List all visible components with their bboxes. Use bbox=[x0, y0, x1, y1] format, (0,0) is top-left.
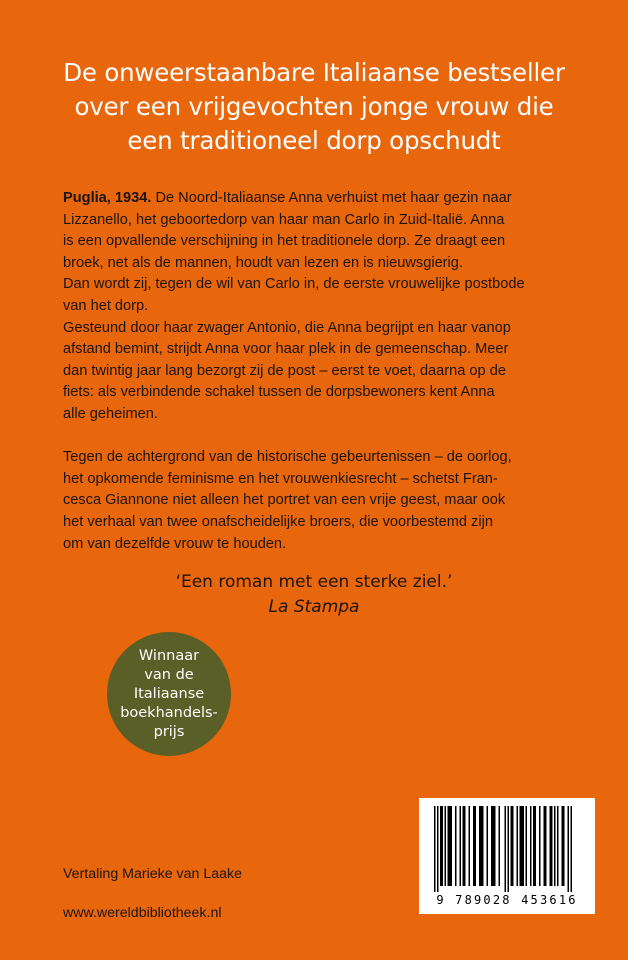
blurb-line: cesca Giannone niet alleen het portret van een vrije geest, maar ook bbox=[63, 492, 506, 509]
paragraph-gap bbox=[63, 426, 573, 448]
barcode-number: 9 789028 453616 bbox=[436, 893, 578, 907]
blurb-line: Gesteund door haar zwager Antonio, die Anna begrijpt en haar vanop bbox=[63, 319, 511, 336]
badge-line: van de bbox=[144, 666, 194, 683]
barcode-bar bbox=[469, 806, 471, 886]
badge-line: prijs bbox=[153, 723, 185, 740]
badge-line: Winnaar bbox=[138, 647, 200, 664]
barcode-bar bbox=[517, 806, 519, 886]
barcode-bar bbox=[445, 806, 447, 886]
blurb-line: dan twintig jaar lang bezorgt zij de post – eerst te voet, daarna op de bbox=[63, 362, 506, 379]
barcode-bar bbox=[473, 806, 476, 886]
blurb-line: het opkomende feminisme en het vrouwenkiesrecht – schetst Fran- bbox=[63, 470, 498, 487]
barcode-bar bbox=[455, 806, 457, 886]
barcode-bar bbox=[437, 806, 439, 892]
badge-line: Italiaanse bbox=[133, 685, 205, 702]
blurb-line: alle geheimen. bbox=[63, 405, 158, 422]
quote-source: La Stampa bbox=[268, 597, 360, 617]
barcode-bar bbox=[533, 806, 536, 886]
barcode-bar bbox=[539, 806, 541, 886]
review-quote bbox=[0, 570, 628, 620]
tagline-line: De onweerstaanbare Italiaanse bestseller bbox=[63, 58, 565, 87]
barcode-bar bbox=[508, 806, 510, 892]
blurb-line: broek, net als de mannen, houdt van lezen en is nieuwsgierig. bbox=[63, 254, 463, 271]
blurb-line: Lizzanello, het geboortedorp van haar man Carlo in Zuid-Italië. Anna bbox=[63, 211, 505, 228]
barcode-bar bbox=[479, 806, 484, 886]
barcode-bar bbox=[511, 806, 514, 886]
blurb-line bbox=[63, 188, 573, 210]
barcode-bar bbox=[487, 806, 489, 886]
quote-text: ‘Een roman met een sterke ziel.’ bbox=[175, 572, 453, 592]
barcode-bar bbox=[440, 806, 443, 886]
barcode-bar bbox=[434, 806, 436, 892]
barcode-bar bbox=[557, 806, 559, 886]
award-badge bbox=[107, 632, 231, 756]
blurb-line: om van dezelfde vrouw te houden. bbox=[63, 535, 287, 552]
translator-credit: Vertaling Marieke van Laake bbox=[63, 866, 243, 882]
barcode-bar bbox=[526, 806, 528, 886]
blurb-first-line: De Noord-Italiaanse Anna verhuist met haar gezin naar bbox=[151, 190, 512, 206]
blurb-line: Dan wordt zij, tegen de wil van Carlo in, de eerste vrouwelijke postbode bbox=[63, 276, 525, 293]
barcode-bar bbox=[505, 806, 507, 892]
barcode-bar bbox=[491, 806, 496, 886]
blurb-line: het verhaal van twee onafscheidelijke broers, die voorbestemd zijn bbox=[63, 513, 493, 530]
badge-line: boekhandels- bbox=[120, 704, 218, 721]
barcode-bar bbox=[499, 806, 501, 886]
tagline bbox=[40, 56, 588, 158]
blurb-line: Tegen de achtergrond van de historische gebeurtenissen – de oorlog, bbox=[63, 449, 512, 466]
blurb-line: van het dorp. bbox=[63, 297, 149, 314]
barcode-bar bbox=[460, 806, 462, 886]
barcode-bar bbox=[554, 806, 556, 886]
barcode-bar bbox=[544, 806, 547, 886]
publisher-website[interactable]: www.wereldbibliotheek.nl bbox=[63, 905, 222, 921]
barcode-bar bbox=[550, 806, 553, 886]
isbn-barcode bbox=[419, 798, 595, 914]
barcode-bar bbox=[562, 806, 565, 886]
barcode-bar bbox=[568, 806, 570, 892]
blurb bbox=[63, 188, 573, 555]
tagline-line: over een vrijgevochten jonge vrouw die bbox=[74, 92, 554, 121]
tagline-line: een traditioneel dorp opschudt bbox=[127, 126, 501, 155]
barcode-bar bbox=[463, 806, 466, 886]
blurb-line: fiets: als verbindende schakel tussen de dorpsbewoners kent Anna bbox=[63, 384, 495, 401]
blurb-line: afstand bemint, strijdt Anna voor haar plek in de gemeenschap. Meer bbox=[63, 341, 509, 358]
barcode-bar bbox=[448, 806, 453, 886]
barcode-bars bbox=[428, 806, 586, 892]
barcode-bar bbox=[530, 806, 532, 886]
barcode-bar bbox=[571, 806, 573, 892]
barcode-bar bbox=[520, 806, 525, 886]
blurb-line: is een opvallende verschijning in het traditionele dorp. Ze draagt een bbox=[63, 233, 506, 250]
blurb-intro: Puglia, 1934. bbox=[63, 190, 152, 206]
